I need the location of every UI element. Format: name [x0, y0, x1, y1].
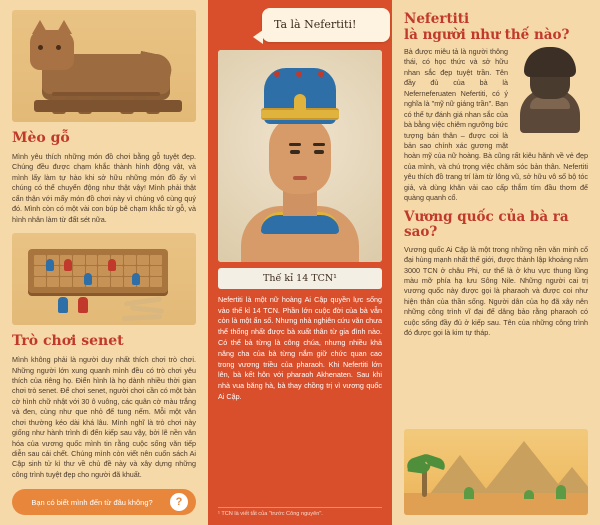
bust-caption: Thế kỉ 14 TCN¹ [218, 268, 382, 289]
senet-game-illustration [12, 233, 196, 325]
senet-stick [124, 296, 162, 306]
section-heading-senet: Trò chơi senet [12, 333, 124, 350]
heading-line-2: là người như thế nào? [404, 26, 570, 43]
section-body-wooden-cat: Mình yêu thích những món đồ chơi bằng gỗ tuyệt đẹp. Chúng đều được chạm khắc thành hình động vật, và mình lấy làm tự hào khi sở hữu những món đồ ấy vì chúng có thể chuyển động như thật vậy! Mình phải thật cẩn thận với mấy món đồ chơi này vì chúng vô cùng quý đó. Mình còn có một vài con búp bê chạm khắc từ gỗ, và hình nhân làm từ đất sét nữa. [12, 152, 196, 224]
middle-column [208, 0, 392, 525]
senet-piece [64, 259, 72, 271]
senet-piece [46, 259, 54, 271]
section-heading-wooden-cat: Mèo gỗ [12, 130, 70, 146]
speech-bubble-text: Ta là Nefertiti! [274, 18, 357, 31]
did-you-know-bar[interactable] [12, 489, 196, 515]
grass-shape [556, 485, 566, 499]
middle-body-text: Nefertiti là một nữ hoàng Ai Cập quyền lực sống vào thế kỉ 14 TCN. Phần lớn cuộc đời của bà vẫn còn là một ẩn số. Nhưng nhà nghiên cứu văn chưa thể thống nhất được bà xuất thân từ gia đình nào. Có thể bà từng là công chúa, nhưng nhiều khả năng cha của bà từng nắm giữ chức quan cao trong vương triều của pharaoh. Khi Nefertiti lớn lên, bà kết hôn với pharaoh Akhenaten. Sau khi nhà vua băng hà, bà thay chồng trị vì vương quốc Ai Cập. [218, 294, 382, 401]
senet-piece [84, 273, 92, 285]
did-you-know-text: Bạn có biết mình đến từ đâu không? [31, 497, 153, 507]
grass-shape [464, 487, 474, 499]
bust-eyebrow-shape [313, 143, 325, 146]
section-body-kingdom: Vương quốc Ai Cập là một trong những nền văn minh cổ đại hùng mạnh nhất thế giới, được thành lập khoảng năm 3000 TCN ở châu Phi, cư thể là ở khu vực thung lũng màu mỡ phía hạ lưu Sông Nile. Những người cai trị vương quốc này được gọi là pharaoh và được coi như hiện thân của thần sống. Người dân của họ đã xây nên những công trình vĩ đại để dâng bảo rằng pharaoh có cuộc sống đầy đủ ở kiếp sau. Tên của những công trình đó được gọi là kim tự tháp. [404, 244, 588, 338]
right-column [392, 0, 600, 525]
footnote: ¹ TCN là viết tắt của "trước Công nguyên". [218, 507, 382, 517]
statue-wig-shape [524, 47, 576, 77]
bust-uraeus-icon [294, 94, 306, 112]
senet-stick [130, 305, 164, 314]
nefertiti-bust-illustration [218, 50, 382, 262]
bust-eye-shape [314, 150, 324, 154]
senet-piece [58, 297, 68, 313]
speech-bubble [262, 8, 390, 42]
pyramids-desert-illustration [404, 429, 588, 515]
cat-base-shape [34, 100, 182, 112]
cat-head-shape [30, 30, 74, 70]
question-mark-icon: ? [170, 493, 188, 511]
wooden-cat-illustration [12, 10, 196, 122]
section-heading-who-was-nefertiti [404, 12, 588, 43]
section-body-senet: Mình không phải là người duy nhất thích chơi trò chơi. Những người lớn xung quanh mình đều có trò chơi yêu thích của riêng họ. Điển hình là họ dành nhiều thời gian chơi trò senet. Để chơi senet, người chơi cần có một bàn cờ hình chữ nhật với 30 ô vuông, các quân cờ màu trắng và đen, cùng như que nhỏ để tung nếm. Mỗi một văn chơi thường kéo dài khá lâu. Mình nghĩ là trò chơi này giống như hành trình đi đến kiếp sau vậy, bởi lẽ nền văn hóa của vương quốc mình tin rằng cuộc sống văn tiếp diễn sau cái chết. Chúng mình còn viết nên cuốn sách Ai Cập sinh tử kì thư về chủ đề này và xây dựng những công trình tuyệt đẹp cho người đã khuất. [12, 355, 196, 479]
left-column [0, 0, 208, 525]
heading-line-1: Nefertiti [404, 11, 470, 27]
bust-face-shape [269, 116, 331, 194]
senet-piece [132, 273, 140, 285]
bust-eyebrow-shape [289, 143, 301, 146]
section-body-who-was-nefertiti: Bà được miêu tả là người thông thái, có học thức và sở hữu nhan sắc đẹp tuyệt trần. Tên đầy đủ của bà là Neferneferuaten Nefertiti, có ý nghĩa là "mỹ nữ giáng trần". Bạn có thể tự đánh giá nhan sắc của bà bằng việc chiêm ngưỡng bức tượng bán thân – được coi là bản sao chính xác gương mặt hoàn mỹ của nữ hoàng. Bà cũng rất kiêu hãnh về vẻ đẹp của mình, và chú trọng việc chăm sóc bản thân. Nefertiti yêu thích đồ trang trí làm từ lông vũ, sở hữu vô số bộ tóc giả, và dùng khăn vải cao cấp thắm tím đầu thơm để quàng quanh cổ. [404, 47, 588, 203]
senet-piece [78, 297, 88, 313]
senet-stick [122, 314, 162, 321]
nefertiti-statue-illustration [514, 47, 588, 139]
bust-eye-shape [290, 150, 300, 154]
cat-eye-shape [38, 45, 43, 50]
cat-stripe-shape [52, 92, 160, 96]
grass-shape [524, 490, 534, 499]
section-heading-kingdom: Vương quốc của bà ra sao? [404, 208, 569, 241]
bust-mouth-shape [293, 176, 307, 180]
cat-eye-shape [56, 45, 61, 50]
senet-piece [108, 259, 116, 271]
